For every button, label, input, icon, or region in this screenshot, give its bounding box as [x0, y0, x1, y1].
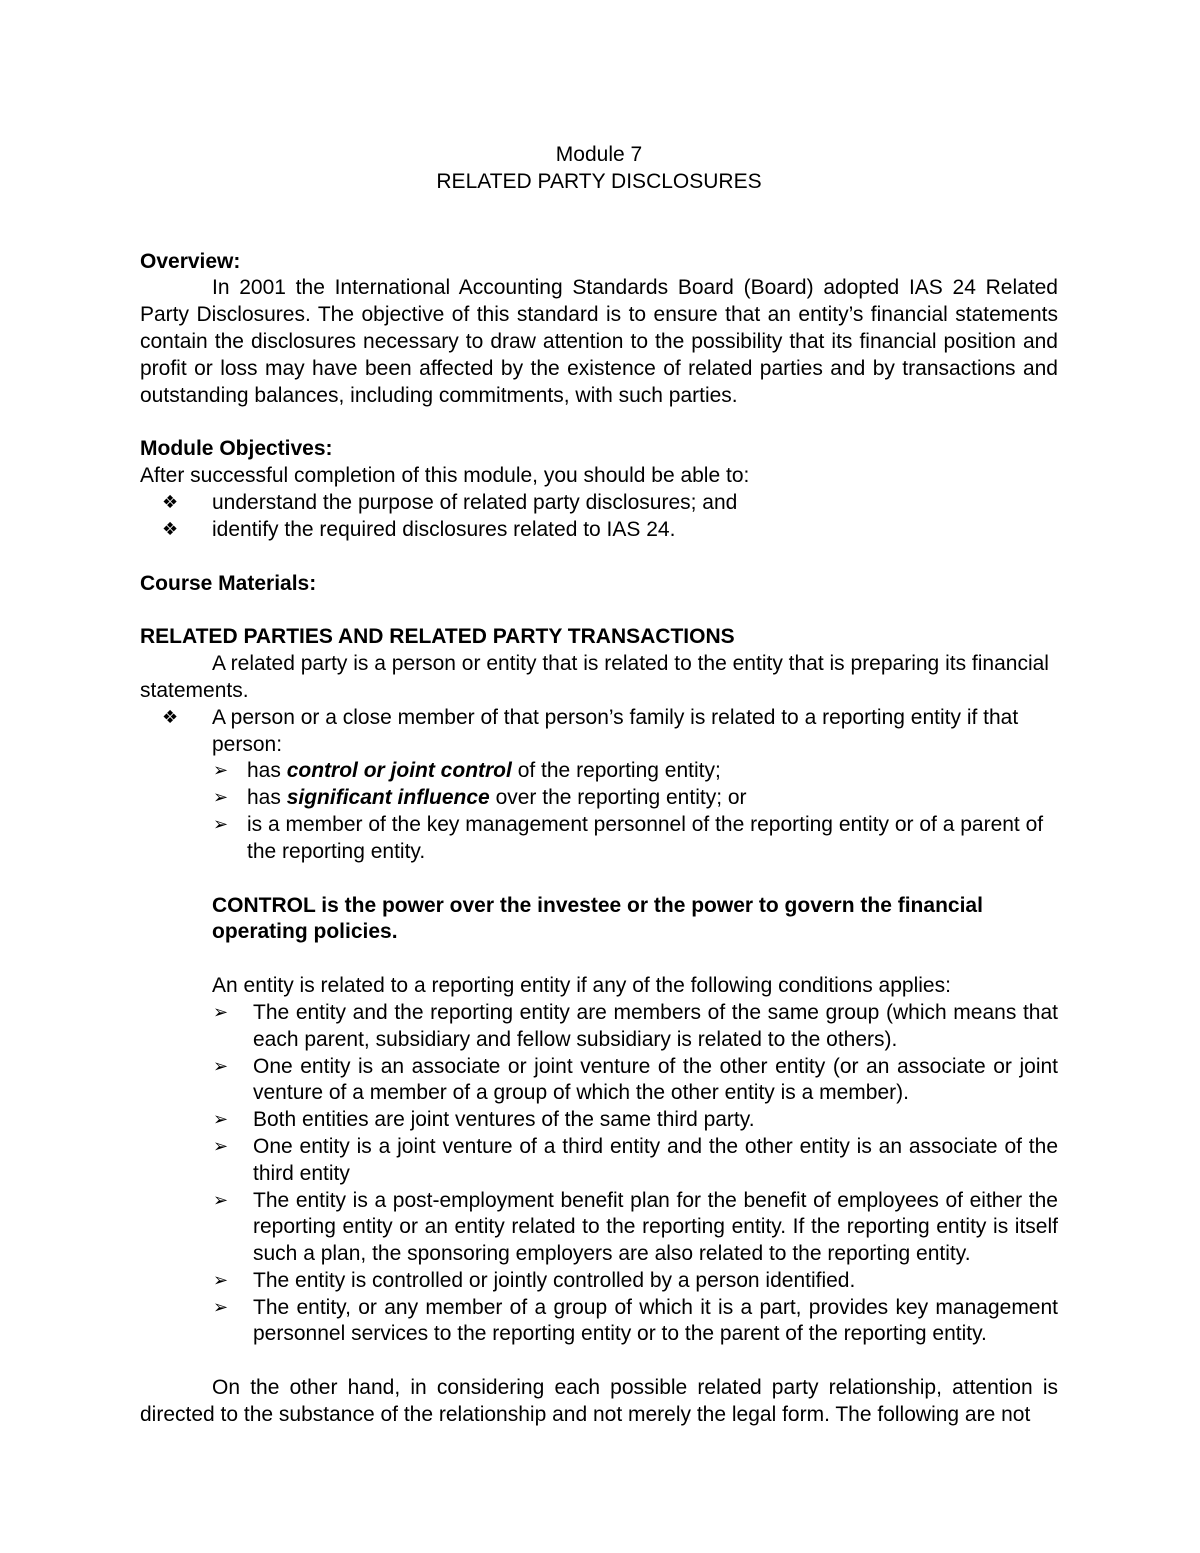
objective-item-text: understand the purpose of related party disclosures; and [212, 490, 738, 514]
arrow-bullet-icon: ➢ [213, 813, 229, 835]
entity-condition: ➢ Both entities are joint ventures of the same third party. [140, 1107, 1058, 1134]
arrow-bullet-icon: ➢ [213, 1109, 229, 1131]
objective-item-text: identify the required disclosures related to IAS 24. [212, 517, 676, 541]
entity-condition: ➢ The entity, or any member of a group of which it is a part, provides key management personnel services to the reporting entity or to the parent of the reporting entity. [213, 1295, 1058, 1346]
page-title: RELATED PARTY DISCLOSURES [436, 169, 762, 193]
person-rule [140, 705, 1058, 759]
closing-paragraph: On the other hand, in considering each possible related party relationship, attention is directed to the substance of the relationship and not merely the legal form. The following are not [140, 1376, 1058, 1427]
entity-condition: ➢ The entity is controlled or jointly controlled by a person identified. [140, 1268, 1058, 1295]
arrow-bullet-icon: ➢ [213, 1189, 229, 1211]
arrow-bullet-icon: ➢ [213, 1296, 229, 1318]
diamond-bullet-icon: ❖ [162, 518, 179, 540]
objectives-heading: Module Objectives: [140, 437, 333, 461]
entity-conditions-list [140, 1000, 1058, 1348]
section-heading: RELATED PARTIES AND RELATED PARTY TRANSACTIONS [140, 625, 735, 649]
arrow-bullet-icon: ➢ [213, 1055, 229, 1077]
related-party-definition: A related party is a person or entity that is related to the entity that is preparing its financial statements. [140, 652, 1049, 702]
arrow-bullet-icon: ➢ [213, 1269, 229, 1291]
overview-heading: Overview: [140, 249, 241, 273]
emphasis-text: control or joint control [286, 759, 512, 783]
objective-item [140, 490, 1058, 517]
emphasis-text: significant influence [286, 786, 490, 810]
arrow-bullet-icon: ➢ [213, 1001, 229, 1023]
person-condition: ➢ is a member of the key management personnel of the reporting entity or of a parent of the reporting entity. [213, 812, 1044, 863]
materials-heading: Course Materials: [140, 571, 317, 595]
entity-conditions-intro: An entity is related to a reporting entity if any of the following conditions applies: [212, 974, 951, 998]
diamond-bullet-icon: ❖ [162, 491, 179, 513]
objective-item [140, 517, 1058, 544]
entity-condition: ➢ The entity is a post-employment benefit plan for the benefit of employees of either the reporting entity or an entity related to the reporting entity. If the reporting entity is itself such a plan, the sponsoring employers are also related to the reporting entity. [213, 1188, 1058, 1266]
person-condition: ➢ has control or joint control of the reporting entity; [140, 758, 1058, 785]
arrow-bullet-icon: ➢ [213, 1135, 229, 1157]
person-rule-text: A person or a close member of that person’s family is related to a reporting entity if that person: [212, 705, 1019, 756]
page-content [140, 142, 1058, 1429]
entity-condition: ➢ One entity is a joint venture of a third entity and the other entity is an associate of the third entity [213, 1134, 1058, 1185]
arrow-bullet-icon: ➢ [213, 787, 229, 809]
objectives-intro: After successful completion of this module, you should be able to: [140, 464, 750, 488]
overview-text: In 2001 the International Accounting Standards Board (Board) adopted IAS 24 Related Party Disclosures. The objective of this standard is to ensure that an entity’s financial statements contain the disclosures necessary to draw attention to the possibility that its financial position and profit or loss may have been affected by the existence of related parties and by transactions and outstanding balances, including commitments, with such parties. [140, 276, 1058, 407]
module-number: Module 7 [555, 143, 643, 166]
entity-condition: ➢ The entity and the reporting entity are members of the same group (which means that each parent, subsidiary and fellow subsidiary is related to the others). [213, 1000, 1058, 1051]
entity-condition: ➢ One entity is an associate or joint venture of the other entity (or an associate or joint venture of a member of a group of which the other entity is a member). [213, 1054, 1058, 1105]
person-condition: ➢ has significant influence over the reporting entity; or [140, 785, 1058, 812]
control-definition: CONTROL is the power over the investee or the power to govern the financial operating policies. [212, 893, 983, 944]
diamond-bullet-icon: ❖ [162, 706, 179, 728]
arrow-bullet-icon: ➢ [213, 760, 229, 782]
